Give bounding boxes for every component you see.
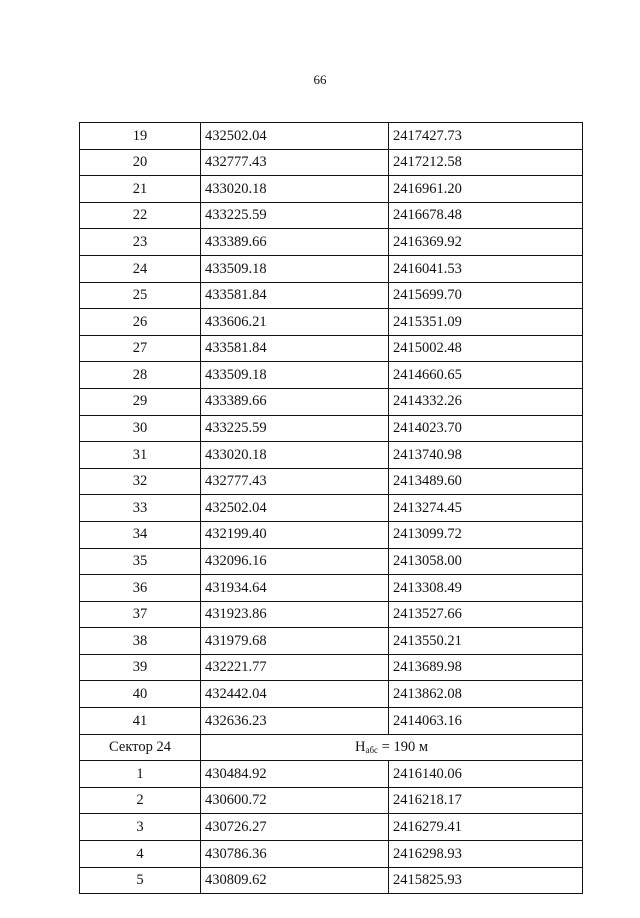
coordinate-x: 432199.40 xyxy=(201,521,389,548)
coordinate-x: 432777.43 xyxy=(201,149,389,176)
table-row xyxy=(80,575,583,602)
coordinate-y: 2417427.73 xyxy=(389,123,583,150)
coordinate-x: 432096.16 xyxy=(201,548,389,575)
coordinate-x: 433509.18 xyxy=(201,255,389,282)
coordinate-y: 2415002.48 xyxy=(389,335,583,362)
coordinate-y: 2415351.09 xyxy=(389,309,583,336)
table-row xyxy=(80,521,583,548)
table-row xyxy=(80,388,583,415)
coordinate-y: 2416298.93 xyxy=(389,841,583,868)
coordinates-table xyxy=(79,122,583,894)
point-number: 32 xyxy=(80,468,201,495)
coordinate-y: 2415825.93 xyxy=(389,867,583,894)
coordinate-x: 430786.36 xyxy=(201,841,389,868)
point-number: 38 xyxy=(80,628,201,655)
point-number: 28 xyxy=(80,362,201,389)
table-row xyxy=(80,229,583,256)
point-number: 4 xyxy=(80,841,201,868)
height-symbol: H xyxy=(354,738,366,755)
point-number: 40 xyxy=(80,681,201,708)
table-row xyxy=(80,415,583,442)
point-number: 24 xyxy=(80,255,201,282)
point-number: 33 xyxy=(80,495,201,522)
coordinate-y: 2413274.45 xyxy=(389,495,583,522)
coordinate-y: 2416279.41 xyxy=(389,814,583,841)
coordinate-x: 433606.21 xyxy=(201,309,389,336)
height-value: = 190 м xyxy=(378,738,429,755)
sector-header-row xyxy=(80,734,583,761)
table-row xyxy=(80,654,583,681)
point-number: 34 xyxy=(80,521,201,548)
coordinate-y: 2413527.66 xyxy=(389,601,583,628)
coordinate-x: 432502.04 xyxy=(201,495,389,522)
table-row xyxy=(80,761,583,788)
table-row xyxy=(80,495,583,522)
point-number: 26 xyxy=(80,309,201,336)
coordinate-x: 433581.84 xyxy=(201,335,389,362)
point-number: 35 xyxy=(80,548,201,575)
table-row xyxy=(80,708,583,735)
point-number: 41 xyxy=(80,708,201,735)
coordinate-y: 2413689.98 xyxy=(389,654,583,681)
table-row xyxy=(80,123,583,150)
coordinate-y: 2414332.26 xyxy=(389,388,583,415)
coordinate-x: 431979.68 xyxy=(201,628,389,655)
point-number: 2 xyxy=(80,787,201,814)
point-number: 31 xyxy=(80,442,201,469)
height-subscript: абс xyxy=(365,744,379,755)
point-number: 21 xyxy=(80,176,201,203)
coordinate-y: 2416041.53 xyxy=(389,255,583,282)
point-number: 36 xyxy=(80,575,201,602)
table-row xyxy=(80,362,583,389)
table-row xyxy=(80,814,583,841)
point-number: 20 xyxy=(80,149,201,176)
point-number: 1 xyxy=(80,761,201,788)
coordinate-x: 433020.18 xyxy=(201,442,389,469)
table-row xyxy=(80,867,583,894)
point-number: 29 xyxy=(80,388,201,415)
coordinate-y: 2414660.65 xyxy=(389,362,583,389)
coordinate-x: 433225.59 xyxy=(201,202,389,229)
table-row xyxy=(80,335,583,362)
table-row xyxy=(80,628,583,655)
coordinate-x: 432636.23 xyxy=(201,708,389,735)
coordinate-x: 430600.72 xyxy=(201,787,389,814)
sector-height xyxy=(201,734,583,761)
point-number: 39 xyxy=(80,654,201,681)
table-row xyxy=(80,176,583,203)
coordinate-x: 433389.66 xyxy=(201,388,389,415)
coordinate-x: 432502.04 xyxy=(201,123,389,150)
point-number: 3 xyxy=(80,814,201,841)
coordinate-y: 2416140.06 xyxy=(389,761,583,788)
page-number: 66 xyxy=(313,72,327,87)
table-row xyxy=(80,309,583,336)
table-row xyxy=(80,468,583,495)
coordinate-x: 431923.86 xyxy=(201,601,389,628)
coordinate-x: 430484.92 xyxy=(201,761,389,788)
coordinate-y: 2413058.00 xyxy=(389,548,583,575)
coordinate-y: 2413099.72 xyxy=(389,521,583,548)
table-row xyxy=(80,255,583,282)
coordinate-y: 2413489.60 xyxy=(389,468,583,495)
table-row xyxy=(80,601,583,628)
coordinate-x: 430726.27 xyxy=(201,814,389,841)
table-row xyxy=(80,149,583,176)
coordinate-x: 433020.18 xyxy=(201,176,389,203)
coordinate-y: 2413550.21 xyxy=(389,628,583,655)
point-number: 22 xyxy=(80,202,201,229)
coordinates-table-body xyxy=(80,123,583,894)
coordinate-y: 2416369.92 xyxy=(389,229,583,256)
coordinate-y: 2414063.16 xyxy=(389,708,583,735)
point-number: 25 xyxy=(80,282,201,309)
coordinate-x: 432221.77 xyxy=(201,654,389,681)
coordinate-x: 433225.59 xyxy=(201,415,389,442)
point-number: 5 xyxy=(80,867,201,894)
table-row xyxy=(80,787,583,814)
point-number: 27 xyxy=(80,335,201,362)
table-row xyxy=(80,442,583,469)
coordinate-y: 2416961.20 xyxy=(389,176,583,203)
coordinate-y: 2413862.08 xyxy=(389,681,583,708)
coordinate-y: 2416218.17 xyxy=(389,787,583,814)
table-row xyxy=(80,282,583,309)
table-row xyxy=(80,202,583,229)
point-number: 37 xyxy=(80,601,201,628)
coordinate-y: 2414023.70 xyxy=(389,415,583,442)
coordinate-y: 2413308.49 xyxy=(389,575,583,602)
coordinate-x: 433389.66 xyxy=(201,229,389,256)
table-row xyxy=(80,548,583,575)
coordinate-x: 430809.62 xyxy=(201,867,389,894)
table-row xyxy=(80,841,583,868)
point-number: 30 xyxy=(80,415,201,442)
point-number: 23 xyxy=(80,229,201,256)
sector-label: Сектор 24 xyxy=(80,734,201,761)
coordinate-x: 433581.84 xyxy=(201,282,389,309)
coordinate-x: 433509.18 xyxy=(201,362,389,389)
point-number: 19 xyxy=(80,123,201,150)
coordinate-x: 431934.64 xyxy=(201,575,389,602)
coordinate-y: 2416678.48 xyxy=(389,202,583,229)
coordinate-y: 2415699.70 xyxy=(389,282,583,309)
coordinate-x: 432442.04 xyxy=(201,681,389,708)
coordinate-x: 432777.43 xyxy=(201,468,389,495)
table-row xyxy=(80,681,583,708)
coordinate-y: 2413740.98 xyxy=(389,442,583,469)
coordinate-y: 2417212.58 xyxy=(389,149,583,176)
